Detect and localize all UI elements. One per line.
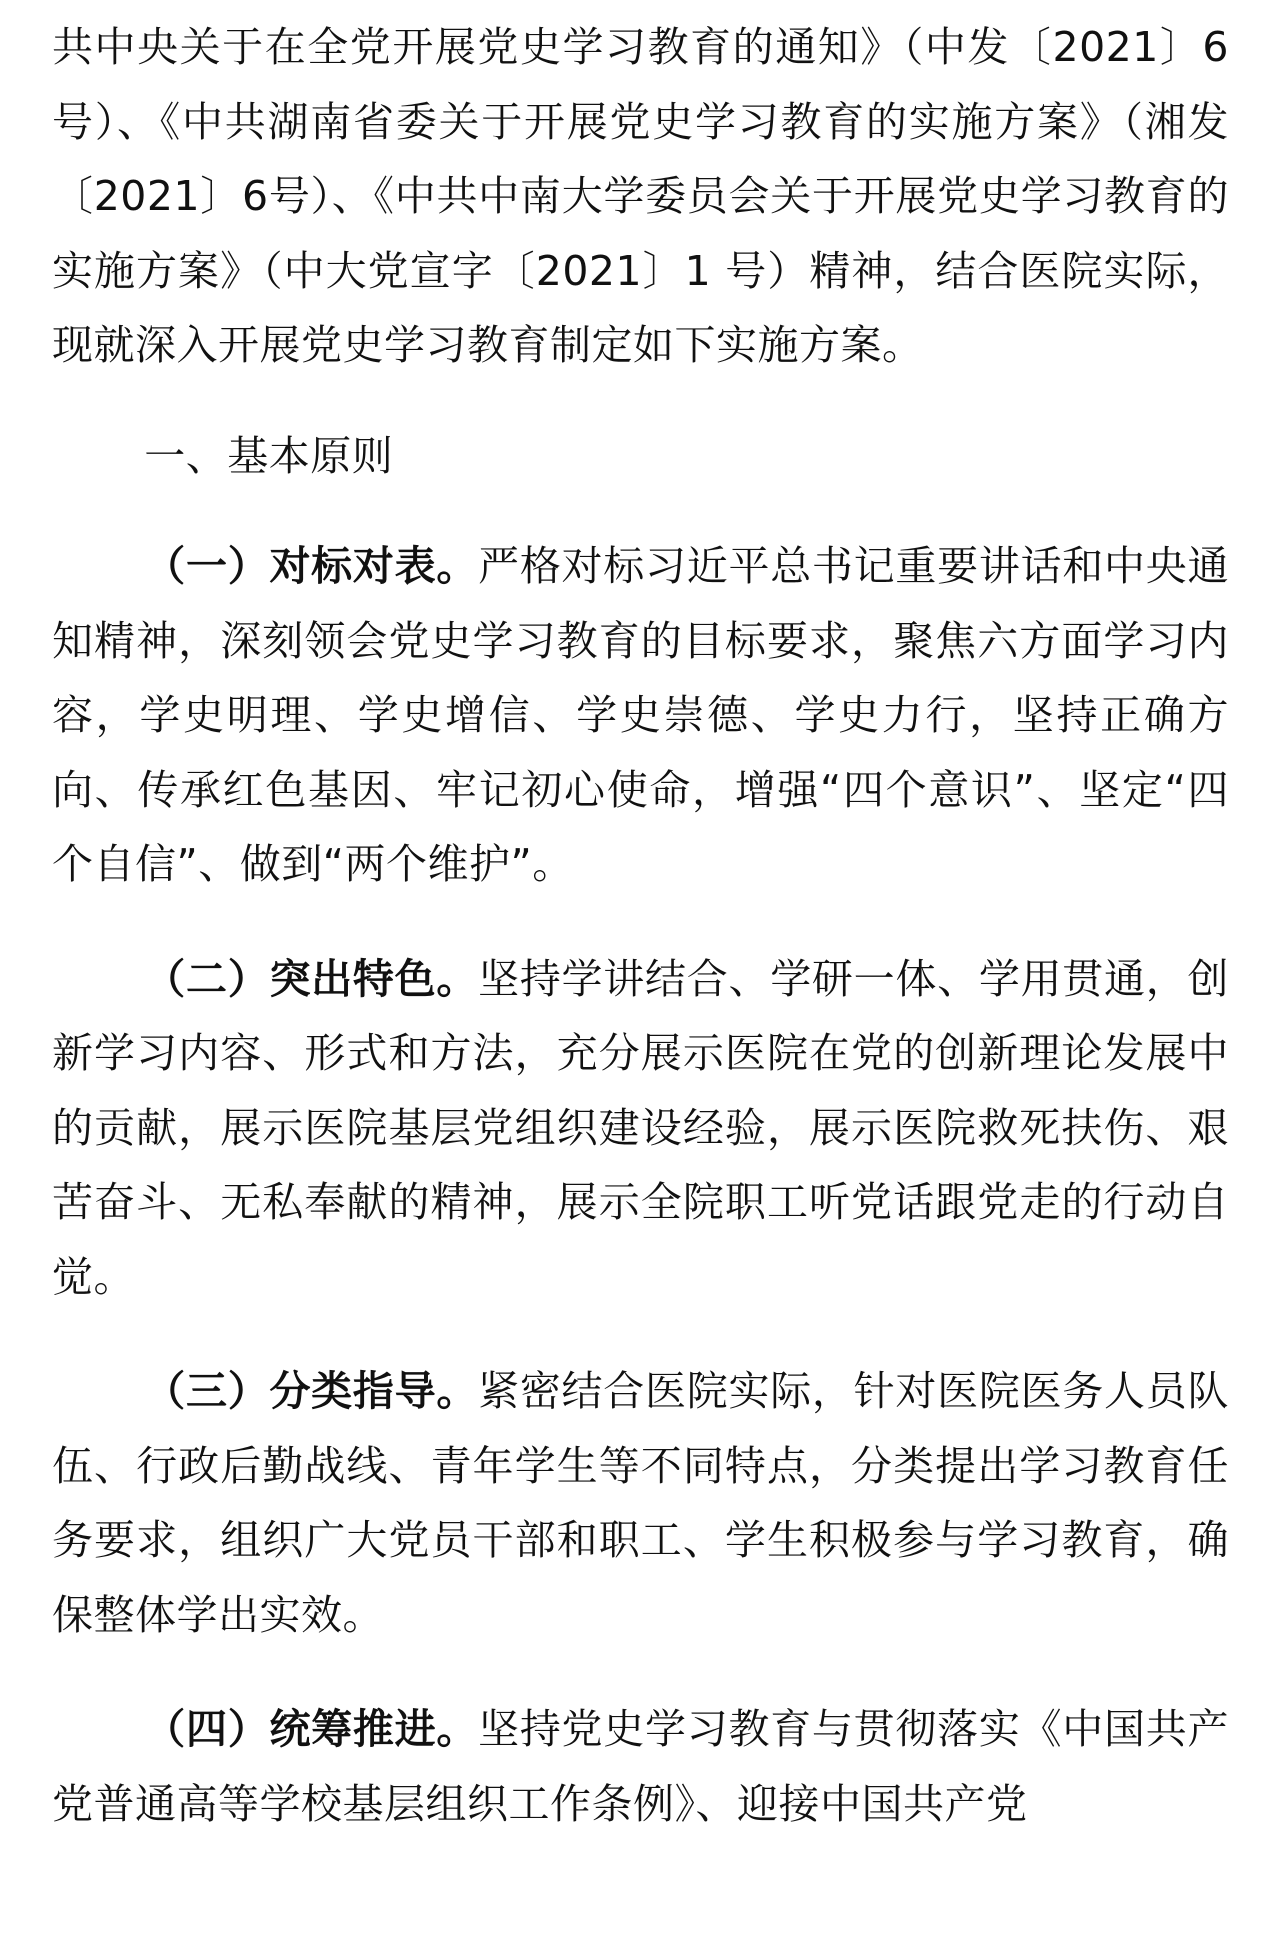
principle-paragraph-3 bbox=[52, 1354, 1229, 1652]
principle-title-4: （四）统筹推进。 bbox=[144, 1705, 479, 1753]
principle-text-2: 坚持学讲结合、学研一体、学用贯通，创新学习内容、形式和方法，充分展示医院在党的创新理论发展中的贡献，展示医院基层党组织建设经验，展示医院救死扶伤、艰苦奋斗、无私奉献的精神，展示全院职工听党话跟党走的行动自觉。 bbox=[52, 954, 1230, 1301]
principle-text-1: 严格对标习近平总书记重要讲话和中央通知精神，深刻领会党史学习教育的目标要求，聚焦六方面学习内容，学史明理、学史增信、学史崇德、学史力行，坚持正确方向、传承红色基因、牢记初心使命，增强“四个意识”、坚定“四个自信”、做到“两个维护”。 bbox=[52, 542, 1230, 888]
section-heading: 一、基本原则 bbox=[144, 431, 394, 480]
principle-text-4: 坚持党史学习教育与贯彻落实《中国共产党普通高等学校基层组织工作条例》、迎接中国共产党 bbox=[52, 1705, 1230, 1828]
principle-title-1: （一）对标对表。 bbox=[144, 542, 479, 590]
principle-paragraph-1 bbox=[52, 529, 1229, 902]
intro-paragraph: 共中央关于在全党开展党史学习教育的通知》（中发〔2021〕6号）、《中共湖南省委关于开展党史学习教育的实施方案》（湘发〔2021〕6号）、《中共中南大学委员会关于开展党史学习教育的实施方案》（中大党宣字〔2021〕1 号）精神，结合医院实际，现就深入开展党史学习教育制定如下实施方案。 bbox=[52, 23, 1229, 369]
principle-title-2: （二）突出特色。 bbox=[144, 954, 479, 1003]
principle-paragraph-4 bbox=[52, 1692, 1229, 1841]
principle-text-3: 紧密结合医院实际，针对医院医务人员队伍、行政后勤战线、青年学生等不同特点，分类提出学习教育任务要求，组织广大党员干部和职工、学生积极参与学习教育，确保整体学出实效。 bbox=[52, 1367, 1230, 1639]
principle-paragraph-2 bbox=[52, 942, 1229, 1315]
principle-title-3: （三）分类指导。 bbox=[144, 1367, 479, 1415]
